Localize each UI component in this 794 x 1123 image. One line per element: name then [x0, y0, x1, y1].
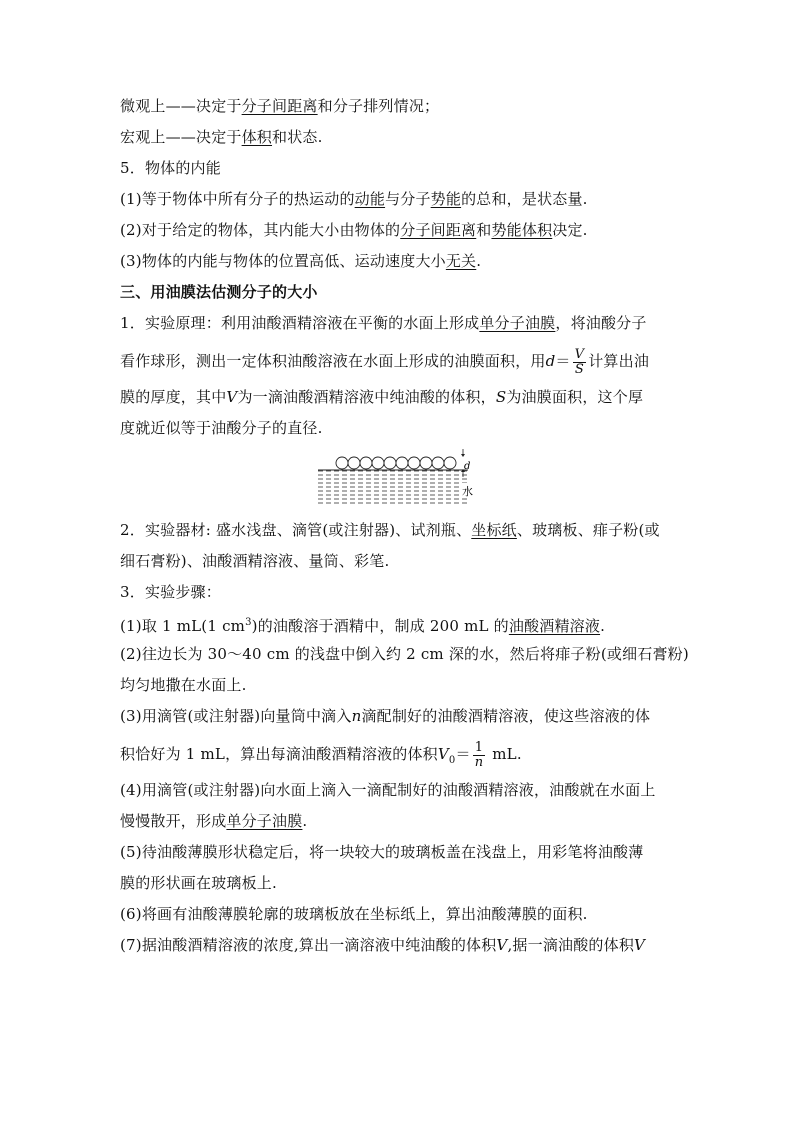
line: 细石膏粉)、油酸酒精溶液、量筒、彩笔.: [120, 552, 390, 570]
line: (1)取 1 mL(1 $cm^3$)的油酸溶于酒精中，制成 200 mL 的油酸酒精溶液.: [120, 617, 606, 635]
formula-line: 看作球形，测出一定体积油酸溶液在水面上形成的油膜面积，用d＝ $\frac{V}{S}$ 计算出油: [120, 346, 650, 377]
line: (1)等于物体中所有分子的热运动的动能与分子势能的总和，是状态量.: [120, 190, 588, 208]
line: 膜的形状画在玻璃板上.: [120, 874, 277, 892]
line: (2)往边长为 30～40 cm 的浅盘中倒入约 2 cm 深的水，然后将痱子粉(或细石膏粉): [120, 645, 689, 663]
line: 度就近似等于油酸分子的直径.: [120, 419, 323, 437]
line: 慢慢散开，形成单分子油膜.: [120, 812, 308, 830]
fraction: $\frac{1}{n}$: [474, 739, 484, 770]
line: (3)用滴管(或注射器)向量筒中滴入n滴配制好的油酸酒精溶液，使这些溶液的体: [120, 707, 651, 725]
water-region: [318, 470, 468, 505]
oil-film-diagram: [120, 449, 676, 507]
line: 宏观上——决定于体积和状态.: [120, 128, 323, 146]
line: 1．实验原理：利用油酸酒精溶液在平衡的水面上形成单分子油膜，将油酸分子: [120, 314, 647, 332]
line: 均匀地撒在水面上.: [120, 676, 247, 694]
document-page: [120, 96, 689, 966]
oil-film-figure: [318, 449, 478, 507]
line: (4)用滴管(或注射器)向水面上滴入一滴配制好的油酸酒精溶液，油酸就在水面上: [120, 781, 656, 799]
section-heading: 5．物体的内能: [120, 159, 221, 177]
fraction: $\frac{V}{S}$: [574, 346, 585, 377]
oil-molecules: [336, 457, 456, 469]
line: 2．实验器材: 盛水浅盘、滴管(或注射器)、试剂瓶、坐标纸、玻璃板、痱子粉(或: [120, 521, 660, 539]
label-water: 水: [462, 485, 473, 498]
line: (6)将画有油酸薄膜轮廓的玻璃板放在坐标纸上，算出油酸薄膜的面积.: [120, 905, 588, 923]
line: 膜的厚度，其中V为一滴油酸酒精溶液中纯油酸的体积，S为油膜面积，这个厚: [120, 388, 644, 406]
section-heading: 3．实验步骤：: [120, 583, 221, 601]
label-d: d: [464, 461, 471, 472]
line: (5)待油酸薄膜形状稳定后，将一块较大的玻璃板盖在浅盘上，用彩笔将油酸薄: [120, 843, 644, 861]
section-title: 三、用油膜法估测分子的大小: [120, 283, 318, 301]
formula-line: 积恰好为 1 mL，算出每滴油酸酒精溶液的体积$V_0=$ $\frac{1}{n}$ mL.: [120, 739, 522, 770]
line: (2)对于给定的物体，其内能大小由物体的分子间距离和势能体积决定.: [120, 221, 588, 239]
line: (7)据油酸酒精溶液的浓度,算出一滴溶液中纯油酸的体积V,据一滴油酸的体积V: [120, 936, 646, 954]
line: 微观上——决定于分子间距离和分子排列情况；: [120, 97, 440, 115]
line: (3)物体的内能与物体的位置高低、运动速度大小无关.: [120, 252, 482, 270]
